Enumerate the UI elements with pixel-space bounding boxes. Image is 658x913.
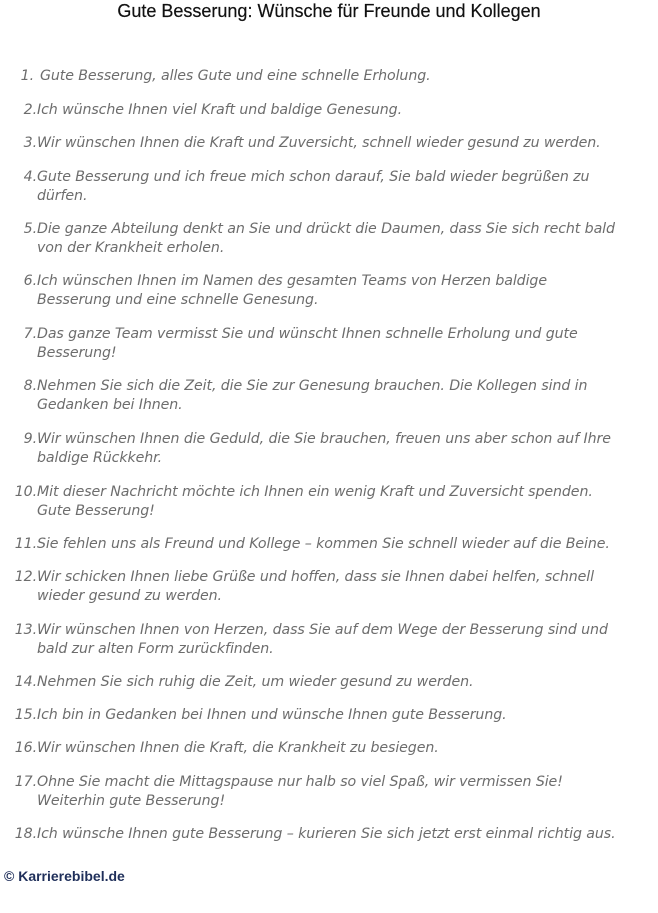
- list-item-text: Nehmen Sie sich die Zeit, die Sie zur Genesung brauchen. Die Kollegen sind in Gedanken bei Ihnen.: [37, 378, 588, 413]
- list-item-text: Ich wünsche Ihnen viel Kraft und baldige Genesung.: [37, 102, 402, 118]
- list-item-text: Wir wünschen Ihnen die Kraft, die Krankheit zu besiegen.: [37, 740, 439, 756]
- list-item-number: 7.: [23, 326, 37, 342]
- list-item-text: Wir wünschen Ihnen von Herzen, dass Sie auf dem Wege der Besserung sind und bald zur alten Form zurückfinden.: [37, 622, 608, 657]
- list-item-number: 16.: [14, 740, 37, 756]
- list-item-text: Ich wünsche Ihnen gute Besserung – kurieren Sie sich jetzt erst einmal richtig aus.: [37, 826, 616, 842]
- copyright-footer: © Karrierebibel.de: [4, 868, 125, 884]
- list-item-text: Sie fehlen uns als Freund und Kollege – kommen Sie schnell wieder auf die Beine.: [37, 536, 610, 552]
- list-item-number: 12.: [14, 569, 37, 585]
- list-item-number: 5.: [23, 221, 37, 237]
- list-item-text: Die ganze Abteilung denkt an Sie und drückt die Daumen, dass Sie sich recht bald von der Krankheit erholen.: [37, 221, 615, 256]
- list-item-number: 11.: [14, 536, 37, 552]
- list-item-number: 2.: [23, 102, 37, 118]
- list-item-number: 6.: [23, 273, 37, 289]
- list-item-text: Mit dieser Nachricht möchte ich Ihnen ein wenig Kraft und Zuversicht spenden. Gute Besserung!: [37, 484, 593, 519]
- list-item-text: Gute Besserung, alles Gute und eine schnelle Erholung.: [40, 68, 431, 84]
- list-item-number: 18.: [14, 826, 37, 842]
- list-item-number: 15.: [14, 707, 37, 723]
- list-item-text: Gute Besserung und ich freue mich schon darauf, Sie bald wieder begrüßen zu dürfen.: [37, 169, 590, 204]
- list-item-text: Wir wünschen Ihnen die Geduld, die Sie brauchen, freuen uns aber schon auf Ihre baldige Rückkehr.: [37, 431, 611, 466]
- list-item-text: Ohne Sie macht die Mittagspause nur halb so viel Spaß, wir vermissen Sie! Weiterhin gute Besserung!: [37, 774, 563, 809]
- list-item-text: Ich bin in Gedanken bei Ihnen und wünsche Ihnen gute Besserung.: [37, 707, 507, 723]
- list-item-number: 10.: [14, 484, 37, 500]
- list-item-text: Das ganze Team vermisst Sie und wünscht Ihnen schnelle Erholung und gute Besserung!: [37, 326, 578, 361]
- list-item-text: Ich wünschen Ihnen im Namen des gesamten Teams von Herzen baldige Besserung und eine schnelle Genesung.: [37, 273, 547, 308]
- list-item-number: 17.: [14, 774, 37, 790]
- page-title: Gute Besserung: Wünsche für Freunde und Kollegen: [117, 1, 541, 21]
- list-item-number: 3.: [23, 135, 37, 151]
- list-item-text: Nehmen Sie sich ruhig die Zeit, um wieder gesund zu werden.: [37, 674, 474, 690]
- list-item-number: 1.: [20, 68, 34, 84]
- list-item-number: 13.: [14, 622, 37, 638]
- list-item-number: 9.: [23, 431, 37, 447]
- list-item-number: 4.: [23, 169, 37, 185]
- list-item-number: 8.: [23, 378, 37, 394]
- list-item-text: Wir wünschen Ihnen die Kraft und Zuversicht, schnell wieder gesund zu werden.: [37, 135, 601, 151]
- list-item-number: 14.: [14, 674, 37, 690]
- list-item-text: Wir schicken Ihnen liebe Grüße und hoffen, dass sie Ihnen dabei helfen, schnell wieder gesund zu werden.: [37, 569, 594, 604]
